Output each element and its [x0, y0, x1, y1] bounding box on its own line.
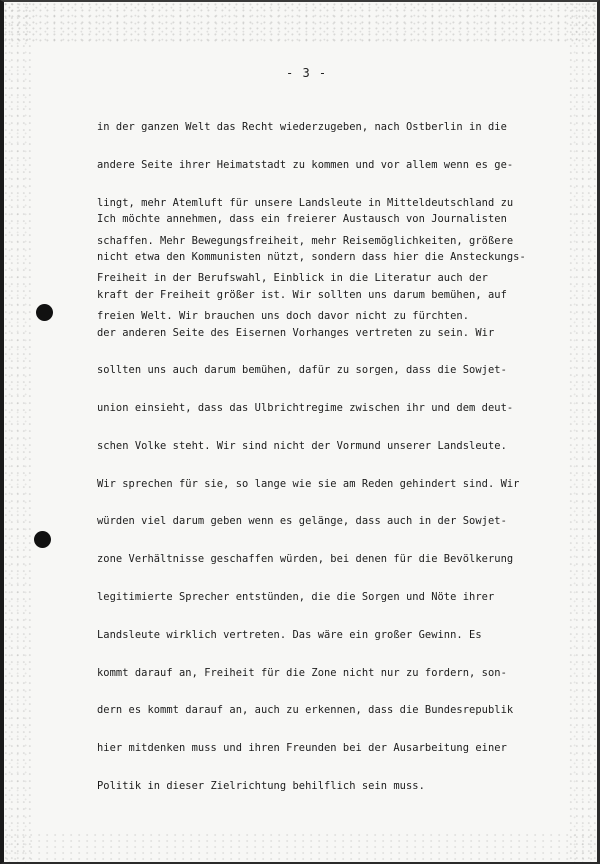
- text-line: zone Verhältnisse geschaffen würden, bei denen für die Bevölkerung: [97, 553, 514, 566]
- text-line: kraft der Freiheit größer ist. Wir sollten uns darum bemühen, auf: [97, 288, 507, 301]
- scan-noise-left: [4, 2, 32, 864]
- text-line: lingt, mehr Atemluft für unsere Landsleute in Mitteldeutschland zu: [97, 196, 514, 209]
- text-line: freien Welt. Wir brauchen uns doch davor nicht zu fürchten.: [97, 310, 470, 323]
- text-line: Landsleute wirklich vertreten. Das wäre ein großer Gewinn. Es: [97, 628, 482, 641]
- text-line: in der ganzen Welt das Recht wiederzugeben, nach Ostberlin in die: [97, 121, 507, 134]
- page-number: - 3 -: [286, 66, 328, 80]
- scan-noise-bottom: [4, 832, 600, 862]
- text-line: schen Volke steht. Wir sind nicht der Vormund unserer Landsleute.: [97, 439, 507, 452]
- text-line: Freiheit in der Berufswahl, Einblick in die Literatur auch der: [97, 272, 488, 285]
- text-line: union einsieht, dass das Ulbrichtregime zwischen ihr und dem deut-: [97, 402, 514, 415]
- text-line: hier mitdenken muss und ihren Freunden bei der Ausarbeitung einer: [97, 742, 507, 755]
- punch-hole-lower: [34, 531, 51, 548]
- paragraph-2: [97, 188, 526, 818]
- scan-noise-right: [569, 2, 597, 864]
- text-line: kommt darauf an, Freiheit für die Zone nicht nur zu fordern, son-: [97, 666, 507, 679]
- punch-hole-upper: [36, 304, 53, 321]
- text-line: andere Seite ihrer Heimatstadt zu kommen und vor allem wenn es ge-: [97, 158, 514, 171]
- text-line: sollten uns auch darum bemühen, dafür zu sorgen, dass die Sowjet-: [97, 364, 507, 377]
- text-line: Ich möchte annehmen, dass ein freierer Austausch von Journalisten: [97, 213, 507, 226]
- text-line: legitimierte Sprecher entstünden, die die Sorgen und Nöte ihrer: [97, 591, 495, 603]
- scan-noise-top: [4, 2, 600, 42]
- text-line: Politik in dieser Zielrichtung behilflich sein muss.: [97, 779, 425, 792]
- text-line: der anderen Seite des Eisernen Vorhanges vertreten zu sein. Wir: [97, 326, 495, 339]
- text-line: würden viel darum geben wenn es gelänge, dass auch in der Sowjet-: [97, 515, 507, 528]
- text-line: schaffen. Mehr Bewegungsfreiheit, mehr Reisemöglichkeiten, größere: [97, 234, 514, 247]
- text-line: nicht etwa den Kommunisten nützt, sondern dass hier die Ansteckungs-: [97, 250, 526, 263]
- text-line: dern es kommt darauf an, auch zu erkennen, dass die Bundesrepublik: [97, 704, 514, 717]
- text-line: Wir sprechen für sie, so lange wie sie am Reden gehindert sind. Wir: [97, 477, 520, 490]
